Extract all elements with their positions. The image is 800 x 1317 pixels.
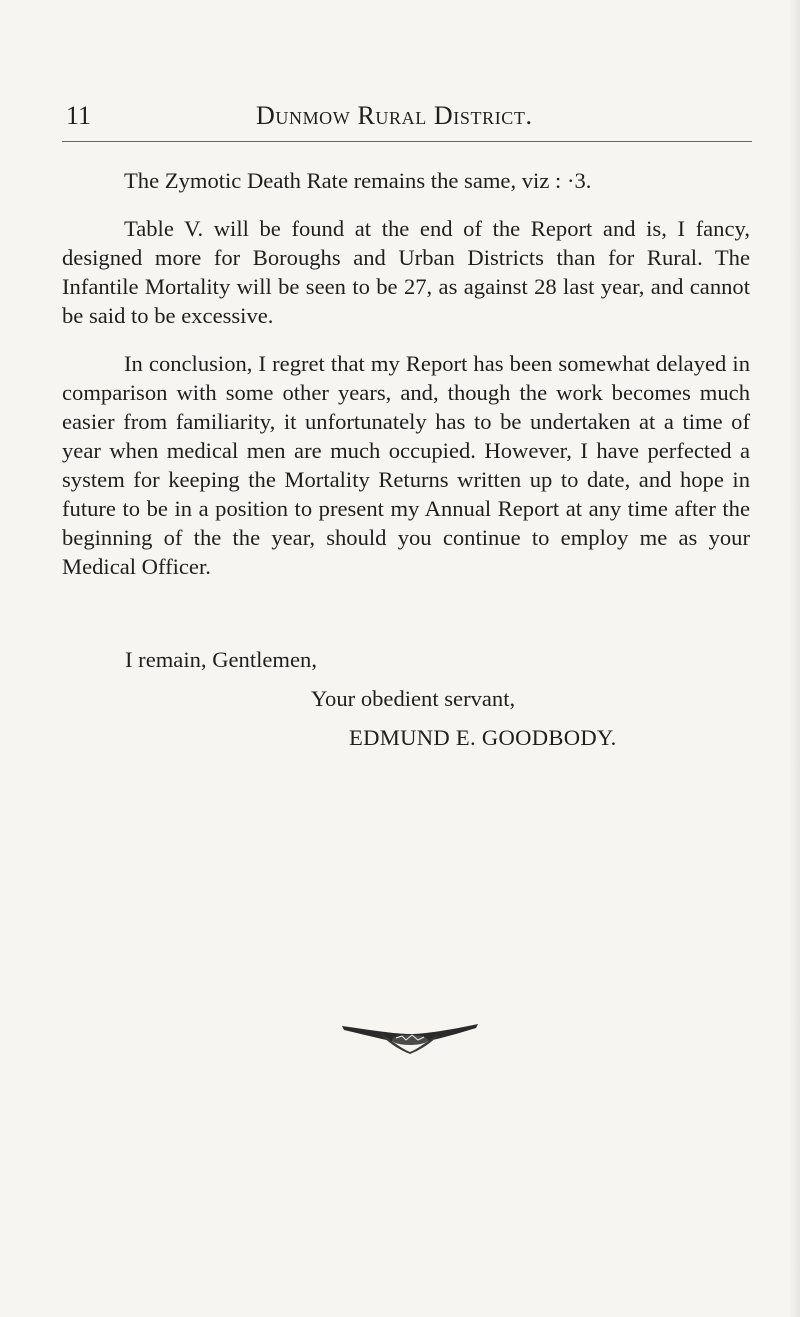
- page-header: [58, 95, 750, 135]
- body-text: [62, 166, 750, 600]
- header-rule: [62, 141, 752, 142]
- signature: EDMUND E. GOODBODY.: [349, 725, 617, 750]
- paragraph-conclusion: In conclusion, I regret that my Report has been somewhat delayed in comparison with some other years, and, though the work becomes much easier from familiarity, it unfortunately has to be undertaken at a time of year when medical men are much occupied. However, I have perfected a system for keeping the Mortality Returns written up to date, and hope in future to be in a position to present my Annual Report at any time after the beginning of the the year, should you continue to employ me as your Medical Officer.: [62, 351, 750, 579]
- page-edge-shadow: [790, 0, 800, 1317]
- closing-salutation: I remain, Gentlemen,: [125, 647, 317, 672]
- paragraph-table-v: Table V. will be found at the end of the Report and is, I fancy, designed more for Boroughs and Urban Districts than for Rural. The Infantile Mortality will be seen to be 27, as against 28 last year, and cannot be said to be excessive.: [62, 216, 750, 328]
- paragraph-zymotic-death-rate: The Zymotic Death Rate remains the same, viz : ·3.: [124, 168, 592, 193]
- closing-complimentary: Your obedient servant,: [311, 686, 516, 711]
- page-number: 11: [66, 101, 92, 130]
- ornament-icon: [340, 1020, 480, 1056]
- running-title: Dunmow Rural District.: [256, 101, 533, 130]
